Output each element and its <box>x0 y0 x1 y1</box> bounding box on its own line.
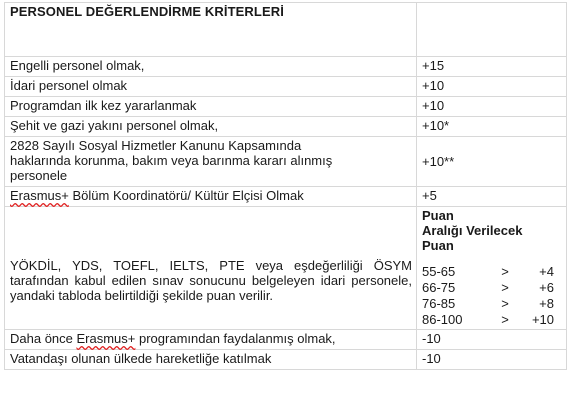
criterion-description: Vatandaşı olunan ülkede hareketliğe katılmak <box>5 350 417 370</box>
score-range-cell <box>417 207 567 330</box>
criterion-points: +10 <box>417 77 567 97</box>
score-range: 66-75 <box>422 280 456 295</box>
score-range-header-line: Aralığı Verilecek <box>422 223 523 238</box>
criterion-description <box>5 137 417 187</box>
criterion-description-text: programından faydalanmış olmak, <box>135 331 336 346</box>
criterion-description: İdari personel olmak <box>5 77 417 97</box>
score-range-points: +6 <box>539 280 554 295</box>
table-row <box>5 207 567 330</box>
table-row <box>5 137 567 187</box>
criterion-description: Programdan ilk kez yararlanmak <box>5 97 417 117</box>
score-range: 86-100 <box>422 312 463 327</box>
table-row <box>5 330 567 350</box>
criterion-description <box>5 187 417 207</box>
misspelled-word: Erasmus+ <box>10 188 69 203</box>
score-range-list <box>422 264 562 328</box>
table-title-empty-cell <box>417 3 567 57</box>
criterion-description-text: Bölüm Koordinatörü/ Kültür Elçisi Olmak <box>68 188 304 203</box>
score-range-row <box>422 264 562 280</box>
score-range-sign: > <box>501 280 509 295</box>
table-row <box>5 350 567 370</box>
criterion-points: -10 <box>417 350 567 370</box>
table-title-cell <box>5 3 417 57</box>
score-range-header <box>422 208 562 253</box>
score-range-header-line: Puan <box>422 208 454 223</box>
criterion-description-line: personele <box>10 168 68 183</box>
criterion-description-text: Daha önce <box>10 331 77 346</box>
criterion-points: +10** <box>417 137 567 187</box>
table-title-row <box>5 3 567 57</box>
score-range-points: +4 <box>539 264 554 279</box>
criterion-points: +10 <box>417 97 567 117</box>
criterion-description: Engelli personel olmak, <box>5 57 417 77</box>
misspelled-word: Erasmus+ <box>76 331 136 346</box>
score-range: 76-85 <box>422 296 456 311</box>
table-row <box>5 77 567 97</box>
criterion-points: +15 <box>417 57 567 77</box>
score-range-row <box>422 312 562 328</box>
score-range-header-line: Puan <box>422 238 454 253</box>
score-range: 55-65 <box>422 264 456 279</box>
criterion-points: -10 <box>417 330 567 350</box>
criterion-description <box>5 330 417 350</box>
score-range-row <box>422 280 562 296</box>
table-row <box>5 97 567 117</box>
criteria-table <box>4 2 567 370</box>
score-range-row <box>422 296 562 312</box>
score-range-sign: > <box>501 264 509 279</box>
criterion-description: Şehit ve gazi yakını personel olmak, <box>5 117 417 137</box>
table-row <box>5 187 567 207</box>
score-range-sign: > <box>501 312 509 327</box>
score-range-points: +10 <box>531 312 554 327</box>
score-range-sign: > <box>501 296 509 311</box>
criterion-description-line: haklarında korunma, bakım veya barınma kararı alınmış <box>10 153 333 168</box>
score-range-points: +8 <box>539 296 554 311</box>
criterion-points: +10* <box>417 117 567 137</box>
table-row <box>5 117 567 137</box>
criterion-points: +5 <box>417 187 567 207</box>
table-row <box>5 57 567 77</box>
criterion-description: YÖKDİL, YDS, TOEFL, IELTS, PTE veya eşdeğerliliği ÖSYM tarafından kabul edilen sınav sonucunu belgeleyen idari personele, yandaki tabloda belirtildiği şekilde puan verilir. <box>5 207 417 330</box>
page-title: PERSONEL DEĞERLENDİRME KRİTERLERİ <box>10 4 284 19</box>
criterion-description-line: 2828 Sayılı Sosyal Hizmetler Kanunu Kapsamında <box>10 138 302 153</box>
